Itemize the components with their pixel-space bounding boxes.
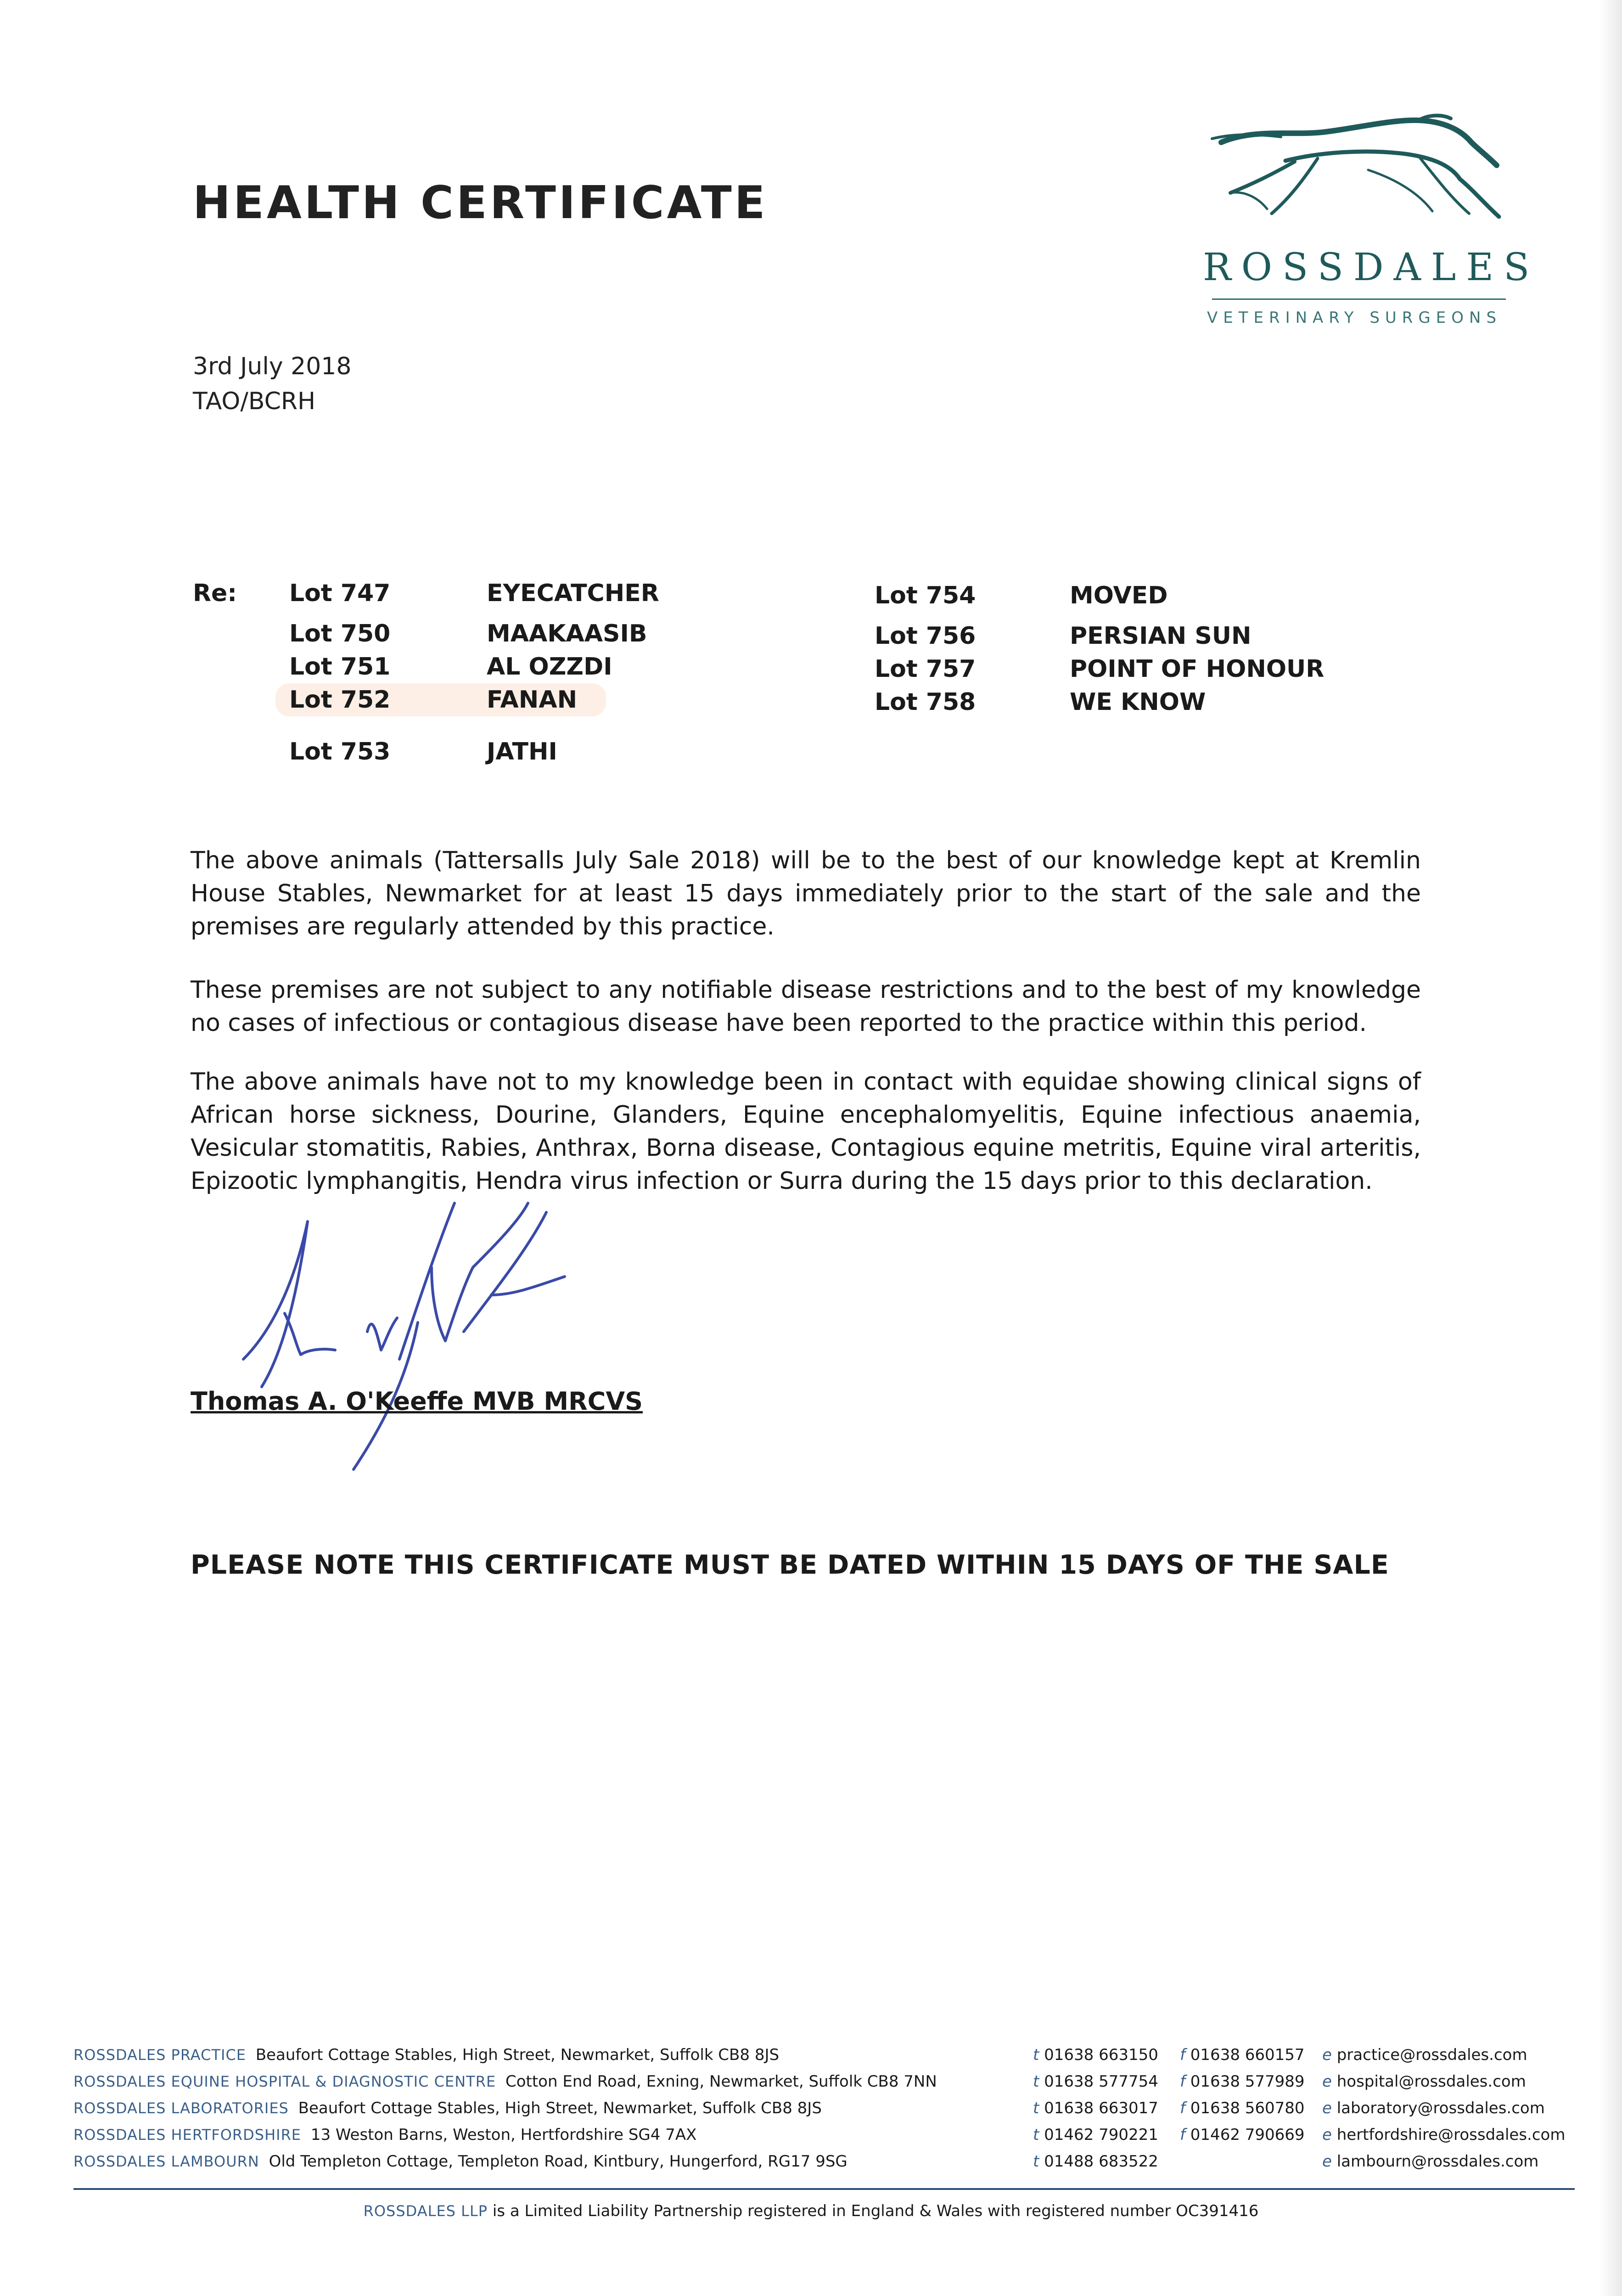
footer-phone: t 01488 683522 xyxy=(1033,2152,1158,2171)
horse-name: EYECATCHER xyxy=(487,580,659,607)
paragraph-premises: The above animals (Tattersalls July Sale 2018) will be to the best of our knowledge kept at Kremlin House Stables, Newmarket for at least 15 days immediately prior to the start of the sale and the premises are regularly attended by this practice. xyxy=(191,847,1421,940)
footer-address: 13 Weston Barns, Weston, Hertfordshire SG4 7AX xyxy=(310,2126,697,2144)
lot-number: Lot 747 xyxy=(289,580,391,607)
footer-email[interactable]: e laboratory@rossdales.com xyxy=(1322,2099,1545,2117)
footer-fax: f 01638 560780 xyxy=(1180,2099,1305,2117)
footer-email[interactable]: e hospital@rossdales.com xyxy=(1322,2072,1526,2091)
handwritten-signature xyxy=(216,1194,675,1479)
footer-fax: f 01638 577989 xyxy=(1180,2072,1305,2091)
horse-name: MAAKAASIB xyxy=(487,620,647,647)
footer-phone: t 01462 790221 xyxy=(1033,2126,1158,2144)
lot-number: Lot 754 xyxy=(875,582,976,609)
footer-org-name: ROSSDALES LAMBOURN xyxy=(73,2153,259,2170)
signatory-name: Thomas A. O'Keeffe MVB MRCVS xyxy=(191,1387,643,1416)
footer-fax: f 01462 790669 xyxy=(1180,2126,1305,2144)
legal-entity-name: ROSSDALES LLP xyxy=(363,2202,488,2220)
horse-name: AL OZZDI xyxy=(487,653,612,681)
footer-phone: t 01638 663150 xyxy=(1033,2046,1158,2064)
lot-number: Lot 758 xyxy=(875,688,976,716)
footer-email[interactable]: e lambourn@rossdales.com xyxy=(1322,2152,1539,2171)
lot-number: Lot 751 xyxy=(289,653,391,681)
horse-name: POINT OF HONOUR xyxy=(1070,655,1325,683)
re-label: Re: xyxy=(193,580,237,607)
document-reference: TAO/BCRH xyxy=(193,388,316,415)
footer-org-name: ROSSDALES LABORATORIES xyxy=(73,2099,289,2117)
horse-name: WE KNOW xyxy=(1070,688,1206,716)
lot-number: Lot 752 xyxy=(289,686,391,714)
logo-divider xyxy=(1212,298,1506,300)
horse-name: PERSIAN SUN xyxy=(1070,622,1252,650)
lot-number: Lot 757 xyxy=(875,655,976,683)
page-title: HEALTH CERTIFICATE xyxy=(193,177,768,229)
lot-number: Lot 753 xyxy=(289,738,391,765)
footer-row xyxy=(73,2126,1575,2152)
footer-address: Old Templeton Cottage, Templeton Road, Kintbury, Hungerford, RG17 9SG xyxy=(269,2152,847,2171)
footer-org-name: ROSSDALES EQUINE HOSPITAL & DIAGNOSTIC CENTRE xyxy=(73,2073,496,2090)
logo-subtitle: VETERINARY SURGEONS xyxy=(1207,309,1502,327)
footer-phone: t 01638 663017 xyxy=(1033,2099,1158,2117)
lot-number: Lot 750 xyxy=(289,620,391,647)
paragraph-diseases: The above animals have not to my knowledge been in contact with equidae showing clinical signs of African horse sickness, Dourine, Glanders, Equine encephalomyelitis, Equine infectious anaemia, Vesicular stomatitis, Rabies, Anthrax, Borna disease, Contagious equine metritis, Equine viral arteritis, Epizootic lymphangitis, Hendra virus infection or Surra during the 15 days prior to this declaration. xyxy=(191,1068,1421,1195)
footer-legal-notice xyxy=(0,2202,1622,2220)
footer-row xyxy=(73,2046,1575,2072)
footer-phone: t 01638 577754 xyxy=(1033,2072,1158,2091)
horse-logo-icon xyxy=(1203,110,1506,248)
lot-number: Lot 756 xyxy=(875,622,976,650)
document-date: 3rd July 2018 xyxy=(193,353,352,380)
footer-address: Cotton End Road, Exning, Newmarket, Suffolk CB8 7NN xyxy=(505,2072,937,2091)
scan-edge-shadow xyxy=(1599,0,1622,2296)
footer-row xyxy=(73,2099,1575,2126)
paragraph-restrictions: These premises are not subject to any notifiable disease restrictions and to the best of my knowledge no cases of infectious or contagious disease have been reported to the practice within this period. xyxy=(191,976,1421,1037)
footer-org-name: ROSSDALES HERTFORDSHIRE xyxy=(73,2126,302,2144)
sale-date-note: PLEASE NOTE THIS CERTIFICATE MUST BE DATED WITHIN 15 DAYS OF THE SALE xyxy=(191,1550,1389,1580)
footer-fax: f 01638 660157 xyxy=(1180,2046,1305,2064)
horse-name: FANAN xyxy=(487,686,578,714)
footer-divider xyxy=(73,2188,1575,2190)
footer-row xyxy=(73,2152,1575,2179)
date-reference-block xyxy=(193,349,351,419)
footer-email[interactable]: e practice@rossdales.com xyxy=(1322,2046,1527,2064)
footer-email[interactable]: e hertfordshire@rossdales.com xyxy=(1322,2126,1566,2144)
logo-wordmark: ROSSDALES xyxy=(1203,246,1540,289)
footer-address: Beaufort Cottage Stables, High Street, Newmarket, Suffolk CB8 8JS xyxy=(298,2099,822,2117)
legal-registration-text: is a Limited Liability Partnership registered in England & Wales with registered number OC391416 xyxy=(492,2202,1259,2220)
footer-address: Beaufort Cottage Stables, High Street, Newmarket, Suffolk CB8 8JS xyxy=(255,2046,780,2064)
horse-name: JATHI xyxy=(487,738,557,765)
footer-org-name: ROSSDALES PRACTICE xyxy=(73,2046,246,2064)
horse-name: MOVED xyxy=(1070,582,1168,609)
footer-row xyxy=(73,2072,1575,2099)
rossdales-logo xyxy=(1203,110,1540,340)
